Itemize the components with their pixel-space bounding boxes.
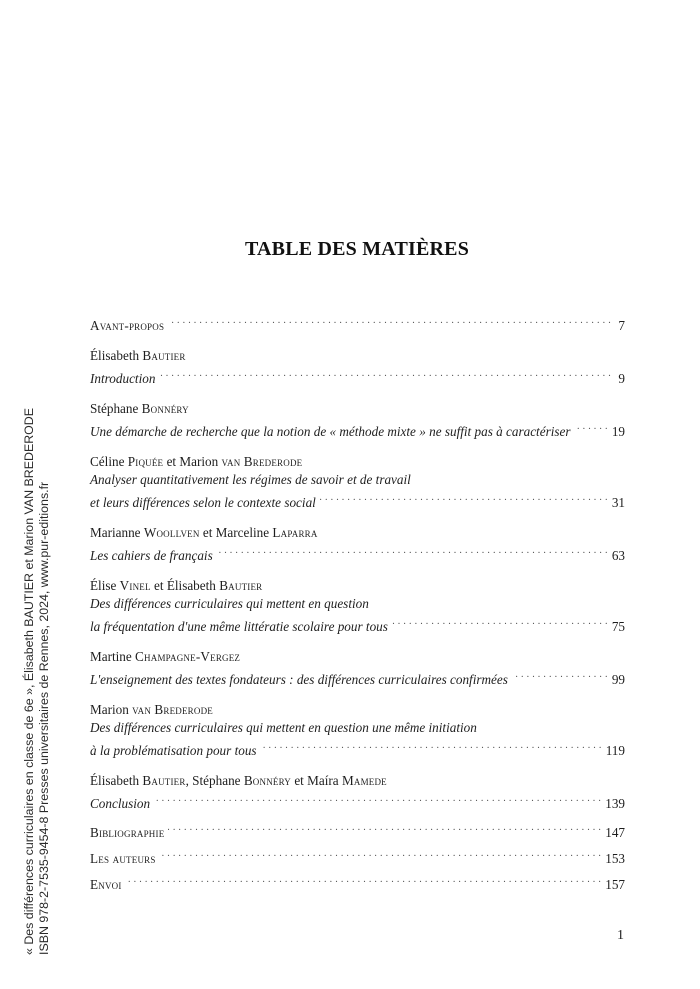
dot-leader	[154, 790, 601, 808]
entry-authors: Marianne Woollven et Marceline Laparra	[90, 525, 318, 540]
page-number: 139	[605, 796, 625, 811]
toc-entry-analyser-quantitativement[interactable]	[90, 453, 625, 510]
side-note-line-2: ISBN 978-2-7535-9454-8 Presses universitaires de Rennes, 2024, www.pur-editions.fr	[37, 481, 51, 955]
entry-label: Les auteurs	[90, 851, 156, 866]
page-number: 119	[605, 743, 625, 758]
dot-leader	[126, 871, 602, 889]
entry-authors: Martine Champagne-Vergez	[90, 649, 241, 664]
toc-entry-avant-propos[interactable]	[90, 312, 625, 333]
entry-title: L'enseignement des textes fondateurs : des différences curriculaires confirmées	[90, 672, 508, 687]
entry-label: Envoi	[90, 877, 122, 892]
page-number: 9	[618, 371, 625, 386]
dot-leader	[392, 613, 608, 631]
toc-entry-conclusion[interactable]	[90, 772, 625, 811]
toc-entry-les-auteurs[interactable]	[90, 845, 625, 866]
entry-label: Bibliographie	[90, 825, 165, 840]
dot-leader	[512, 666, 608, 684]
dot-leader	[160, 845, 602, 863]
page-number: 31	[611, 495, 625, 510]
dot-leader	[159, 365, 611, 383]
toc-entry-problematisation[interactable]	[90, 701, 625, 758]
dot-leader	[168, 312, 611, 330]
entry-title: Une démarche de recherche que la notion de « méthode mixte » ne suffit pas à caractériser	[90, 424, 571, 439]
page-folio-number: 1	[617, 928, 624, 943]
entry-title: Introduction	[90, 371, 156, 386]
entry-title: Les cahiers de français	[90, 548, 213, 563]
side-note-line-1: « Des différences curriculaires en classe de 6e », Élisabeth BAUTIER et Marion VAN BREDERODE	[22, 407, 36, 955]
page-number: 157	[605, 877, 625, 892]
toc-entry-litteratie-scolaire[interactable]	[90, 577, 625, 634]
table-of-contents	[90, 312, 625, 892]
entry-title-line-1: Des différences curriculaires qui mettent en question une même initiation	[90, 720, 477, 735]
entry-authors: Élisabeth Bautier, Stéphane Bonnéry et Maíra Mamede	[90, 773, 387, 788]
toc-entry-methode-mixte[interactable]	[90, 400, 625, 439]
toc-entry-introduction[interactable]	[90, 347, 625, 386]
dot-leader	[320, 489, 608, 507]
entry-title-line-2: et leurs différences selon le contexte social	[90, 495, 316, 510]
page-number: 99	[611, 672, 625, 687]
toc-entry-textes-fondateurs[interactable]	[90, 648, 625, 687]
entry-title-line-2: à la problématisation pour tous	[90, 743, 257, 758]
toc-entry-bibliographie[interactable]	[90, 819, 625, 840]
dot-leader	[217, 542, 608, 560]
toc-entry-envoi[interactable]	[90, 871, 625, 892]
entry-authors: Céline Piquée et Marion van Brederode	[90, 454, 303, 469]
entry-authors: Stéphane Bonnéry	[90, 401, 189, 416]
copyright-side-note	[22, 407, 52, 955]
page-title: TABLE DES MATIÈRES	[244, 238, 470, 260]
toc-entry-cahiers-de-francais[interactable]	[90, 524, 625, 563]
entry-title: Conclusion	[90, 796, 151, 811]
page-number: 63	[611, 548, 625, 563]
page-number: 153	[605, 851, 625, 866]
page-number: 75	[611, 619, 625, 634]
page-number: 19	[611, 424, 625, 439]
entry-title-line-1: Des différences curriculaires qui mettent en question	[90, 596, 369, 611]
entry-authors: Élise Vinel et Élisabeth Bautier	[90, 578, 263, 593]
dot-leader	[574, 418, 607, 436]
dot-leader	[261, 737, 602, 755]
entry-title-line-1: Analyser quantitativement les régimes de savoir et de travail	[90, 472, 411, 487]
entry-authors: Marion van Brederode	[90, 702, 213, 717]
page-number: 7	[618, 318, 625, 333]
entry-label: Avant-propos	[90, 318, 165, 333]
entry-authors: Élisabeth Bautier	[90, 348, 186, 363]
entry-title-line-2: la fréquentation d'une même littératie scolaire pour tous	[90, 619, 388, 634]
dot-leader	[168, 819, 601, 837]
page-number: 147	[605, 825, 625, 840]
